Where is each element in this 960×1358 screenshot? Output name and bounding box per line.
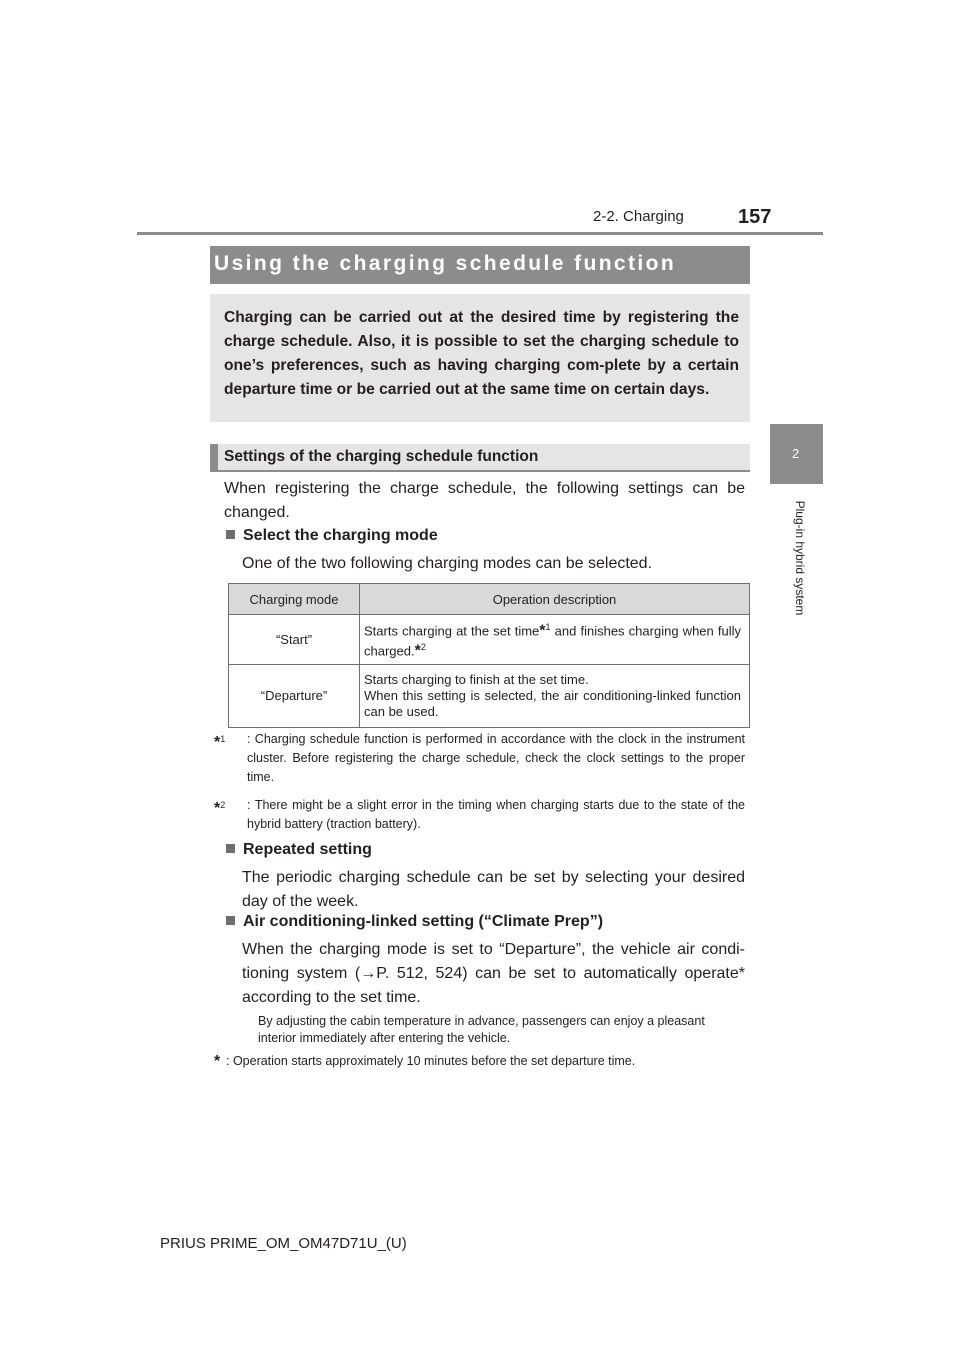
- section-title: Using the charging schedule function: [214, 252, 677, 275]
- section-title-bar: [210, 246, 750, 284]
- subheading-text: Settings of the charging schedule function: [224, 448, 539, 465]
- bullet-heading: Repeated setting: [243, 841, 372, 858]
- footnote-1: [214, 730, 745, 790]
- document-code: PRIUS PRIME_OM_OM47D71U_(U): [160, 1235, 407, 1252]
- bullet-heading: Select the charging mode: [243, 527, 438, 544]
- description-line: When this setting is selected, the air conditioning-linked function can be used.: [364, 687, 741, 719]
- square-bullet-icon: [226, 530, 235, 539]
- select-mode-description: One of the two following charging modes can be selected.: [242, 555, 653, 572]
- footnote-mark: *: [539, 622, 546, 640]
- intro-box: [210, 294, 750, 422]
- table-header-row: [229, 584, 750, 615]
- intro-text: Charging can be carried out at the desired time by registering the charge schedule. Also, it is possible to set the charging schedule to one’s preferences, such as having charging com-plete by a certain departure time or be carried out at the same time on certain days.: [224, 309, 739, 398]
- header-rule: [137, 232, 823, 235]
- mode-cell: “Departure”: [229, 664, 360, 727]
- description-cell: [360, 615, 750, 665]
- description-line: Starts charging to finish at the set time.: [364, 671, 589, 687]
- footnote-text: : Charging schedule function is performed in accordance with the clock in the instrument cluster. Before registering the charge schedule, check the clock settings to the proper time.: [247, 732, 745, 784]
- description-text: and finishes charging when fully charged.: [364, 623, 741, 659]
- subheading: [210, 444, 750, 472]
- footnote-2: [214, 796, 745, 836]
- table-row: [229, 615, 750, 665]
- footnote-3: [214, 1052, 745, 1072]
- chapter-tab-label: Plug-in hybrid system: [793, 500, 807, 616]
- footnote-marker: *$^2$: [214, 800, 226, 818]
- climate-note: By adjusting the cabin temperature in advance, passengers can enjoy a pleasant interior immediately after entering the vehicle.: [258, 1014, 705, 1045]
- footnote-ref: 1: [545, 622, 551, 632]
- footnote-text: : Operation starts approximately 10 minutes before the set departure time.: [226, 1054, 636, 1068]
- climate-description: When the charging mode is set to “Departure”, the vehicle air condi-tioning system (→P. 512, 524) can be set to automatically operate* according to the set time.: [242, 941, 745, 1006]
- footnote-marker: *$^1$: [214, 734, 226, 752]
- description-text: Starts charging at the set time: [364, 623, 540, 639]
- bullet-climate-prep: [226, 913, 603, 931]
- description-cell: [360, 664, 750, 727]
- bullet-repeated-setting: [226, 841, 372, 859]
- footnote-text: : There might be a slight error in the timing when charging starts due to the state of the hybrid battery (traction battery).: [247, 798, 745, 831]
- square-bullet-icon: [226, 844, 235, 853]
- footnote-ref: 2: [420, 642, 426, 653]
- table-header-cell: Charging mode: [229, 584, 360, 615]
- section-label: 2-2. Charging: [593, 208, 684, 225]
- footnote-marker: *: [214, 1053, 221, 1070]
- footnote-mark: *: [414, 642, 421, 660]
- page-number: 157: [738, 206, 772, 228]
- table-header-cell: Operation description: [360, 584, 750, 615]
- repeated-description: The periodic charging schedule can be set by selecting your desired day of the week.: [242, 869, 745, 910]
- lead-paragraph: When registering the charge schedule, the following settings can be changed.: [224, 480, 745, 521]
- square-bullet-icon: [226, 916, 235, 925]
- charging-mode-table: [228, 583, 750, 728]
- subheading-bar: [210, 444, 218, 472]
- table-row: [229, 664, 750, 727]
- bullet-heading: Air conditioning-linked setting (“Climate Prep”): [243, 913, 604, 930]
- mode-cell: “Start”: [229, 615, 360, 665]
- bullet-select-mode: [226, 527, 438, 545]
- chapter-tab-number: 2: [792, 446, 800, 461]
